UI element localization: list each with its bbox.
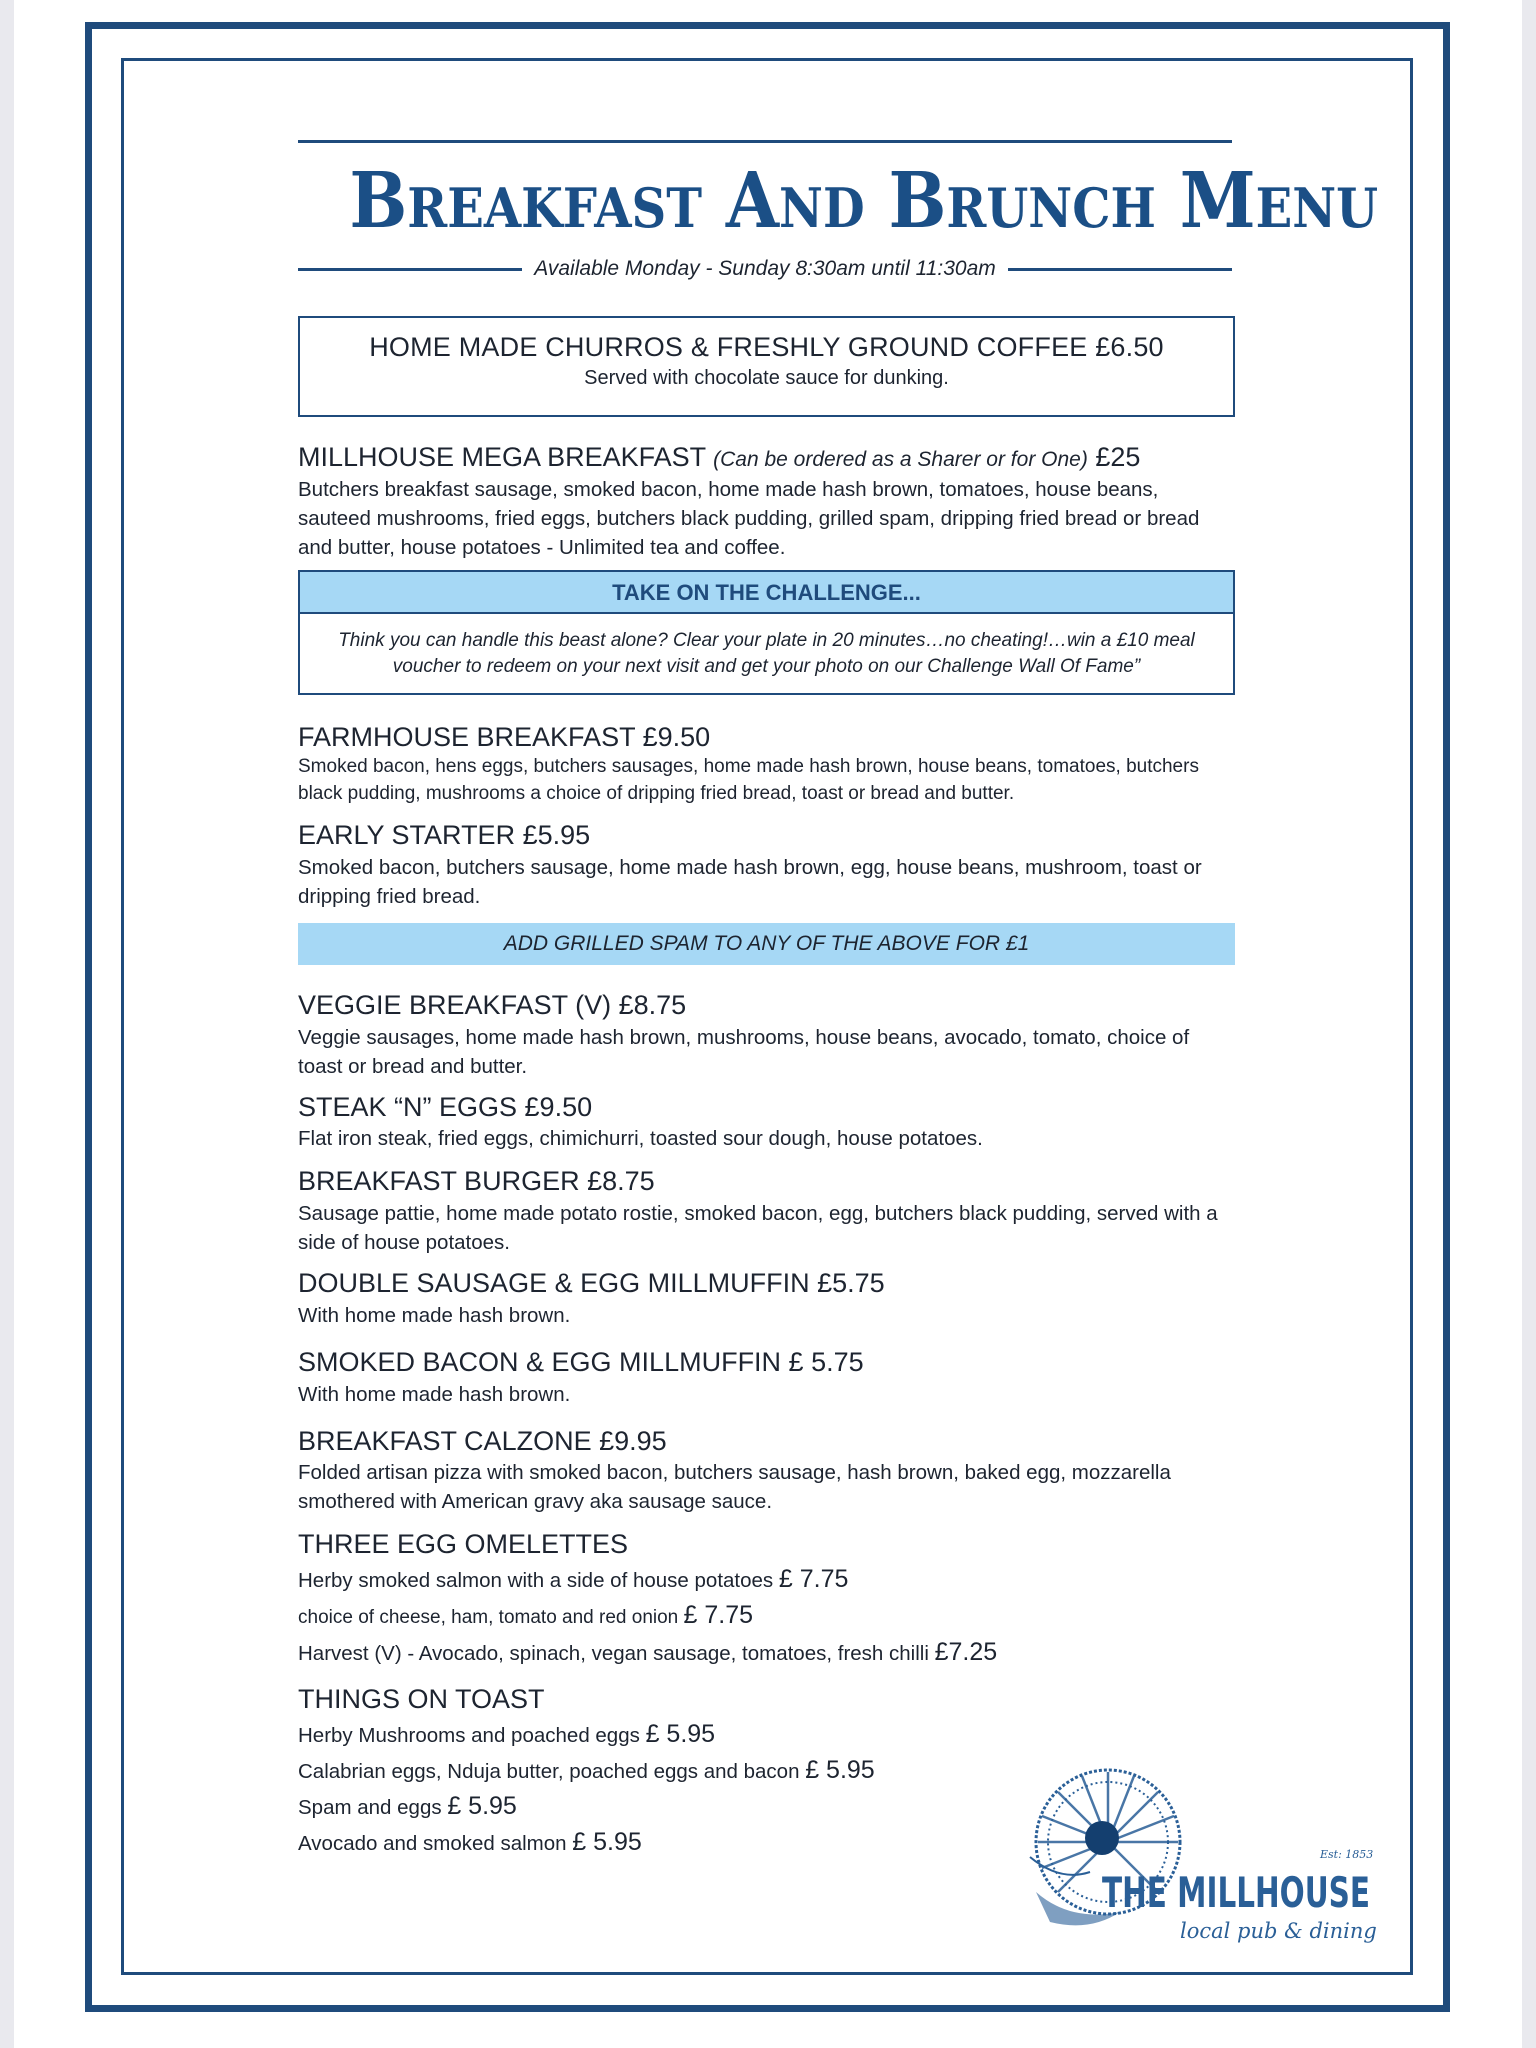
mega-breakfast — [298, 443, 1235, 562]
row-price: £ 5.95 — [572, 1827, 642, 1856]
mega-price: £25 — [1095, 442, 1141, 472]
menu-item — [298, 723, 1235, 808]
challenge-heading: TAKE ON THE CHALLENGE... — [300, 572, 1233, 614]
churros-heading: HOME MADE CHURROS & FRESHLY GROUND COFFEE £6.50 — [369, 332, 1164, 362]
item-heading: BREAKFAST BURGER £8.75 — [298, 1166, 655, 1197]
challenge-box — [298, 570, 1235, 695]
toast-row — [298, 1717, 1235, 1753]
availability-row — [298, 256, 1232, 282]
logo-est: Est: 1853 — [1320, 1848, 1374, 1861]
menu-item — [298, 1167, 1235, 1257]
omelettes-section — [298, 1530, 1235, 1671]
item-description: Smoked bacon, hens eggs, butchers sausages, home made hash brown, house beans, tomatoes, butchers black pudding, mushrooms a choice of dripping fried bread, toast or bread and butter. — [298, 756, 1199, 805]
logo-tagline: local pub & dining — [1180, 1919, 1377, 1943]
item-description: Smoked bacon, butchers sausage, home made hash brown, egg, house beans, mushroom, toast or dripping fried bread. — [298, 856, 1202, 909]
mega-heading — [298, 443, 1235, 473]
title-top-rule — [298, 140, 1232, 143]
row-price: £ 5.95 — [645, 1719, 716, 1748]
churros-box — [298, 316, 1235, 417]
menu-item — [298, 1269, 1235, 1330]
row-price: £7.25 — [934, 1637, 998, 1666]
spam-offer-bar: ADD GRILLED SPAM TO ANY OF THE ABOVE FOR £1 — [298, 923, 1235, 965]
item-heading: EARLY STARTER £5.95 — [298, 820, 591, 851]
item-description: Sausage pattie, home made potato rostie, smoked bacon, egg, butchers black pudding, served with a side of house potatoes. — [298, 1202, 1218, 1255]
omelettes-heading: THREE EGG OMELETTES — [298, 1529, 629, 1560]
omelette-row — [298, 1598, 1235, 1635]
challenge-text: Think you can handle this beast alone? Clear your plate in 20 minutes…no cheating!…win a £10 meal voucher to redeem on your next visit and get your photo on our Challenge Wall Of Fame” — [338, 629, 1195, 677]
millhouse-logo — [1030, 1762, 1375, 1952]
divider-left — [298, 268, 522, 271]
menu-item — [298, 1093, 1235, 1154]
item-heading: DOUBLE SAUSAGE & EGG MILLMUFFIN £5.75 — [298, 1268, 885, 1299]
mega-name: MILLHOUSE MEGA BREAKFAST — [298, 442, 706, 472]
toast-heading: THINGS ON TOAST — [298, 1683, 545, 1714]
row-text: Avocado and smoked salmon — [298, 1831, 567, 1855]
churros-description: Served with chocolate sauce for dunking. — [584, 367, 949, 389]
row-price: £ 7.75 — [683, 1600, 754, 1629]
row-text: Herby smoked salmon with a side of house potatoes — [298, 1568, 774, 1592]
item-description: Veggie sausages, home made hash brown, mushrooms, house beans, avocado, tomato, choice of toast or bread and butter. — [298, 1025, 1190, 1078]
row-text: choice of cheese, ham, tomato and red onion — [298, 1606, 679, 1628]
row-text: Spam and eggs — [298, 1795, 442, 1819]
omelette-row — [298, 1562, 1235, 1598]
item-description: Flat iron steak, fried eggs, chimichurri, toasted sour dough, house potatoes. — [298, 1127, 983, 1151]
row-text: Calabrian eggs, Nduja butter, poached eggs and bacon — [298, 1759, 800, 1783]
row-price: £ 7.75 — [778, 1564, 849, 1593]
menu-item — [298, 1427, 1235, 1517]
item-description: Folded artisan pizza with smoked bacon, butchers sausage, hash brown, baked egg, mozzarella smothered with American gravy aka sausage sauce. — [298, 1461, 1171, 1514]
item-heading: BREAKFAST CALZONE £9.95 — [298, 1425, 667, 1456]
mega-description: Butchers breakfast sausage, smoked bacon, home made hash brown, tomatoes, house beans, sauteed mushrooms, fried eggs, butchers black pudding, grilled spam, dripping fried bread or bread and butter, house potatoes - Unlimited tea and coffee. — [298, 477, 1200, 559]
row-price: £ 5.95 — [447, 1791, 517, 1820]
omelette-row — [298, 1635, 1235, 1671]
row-text: Herby Mushrooms and poached eggs — [298, 1723, 640, 1747]
divider-right — [1008, 268, 1232, 271]
menu-title: Breakfast And Brunch Menu — [349, 156, 1379, 246]
logo-name: THE MILLHOUSE — [1102, 1868, 1370, 1917]
item-description: With home made hash brown. — [298, 1303, 571, 1327]
row-price: £ 5.95 — [805, 1755, 875, 1784]
item-heading: SMOKED BACON & EGG MILLMUFFIN £ 5.75 — [298, 1346, 864, 1377]
item-heading: FARMHOUSE BREAKFAST £9.50 — [298, 721, 711, 752]
item-heading: STEAK “N” EGGS £9.50 — [298, 1091, 593, 1122]
menu-item — [298, 821, 1235, 911]
menu-item — [298, 991, 1235, 1081]
item-heading: VEGGIE BREAKFAST (V) £8.75 — [298, 990, 687, 1021]
menu-item — [298, 1348, 1235, 1409]
availability-text: Available Monday - Sunday 8:30am until 11:30am — [534, 257, 996, 280]
row-text: Harvest (V) - Avocado, spinach, vegan sausage, tomatoes, fresh chilli — [298, 1641, 929, 1665]
mega-note: (Can be ordered as a Sharer or for One) — [713, 448, 1088, 471]
item-description: With home made hash brown. — [298, 1382, 571, 1406]
